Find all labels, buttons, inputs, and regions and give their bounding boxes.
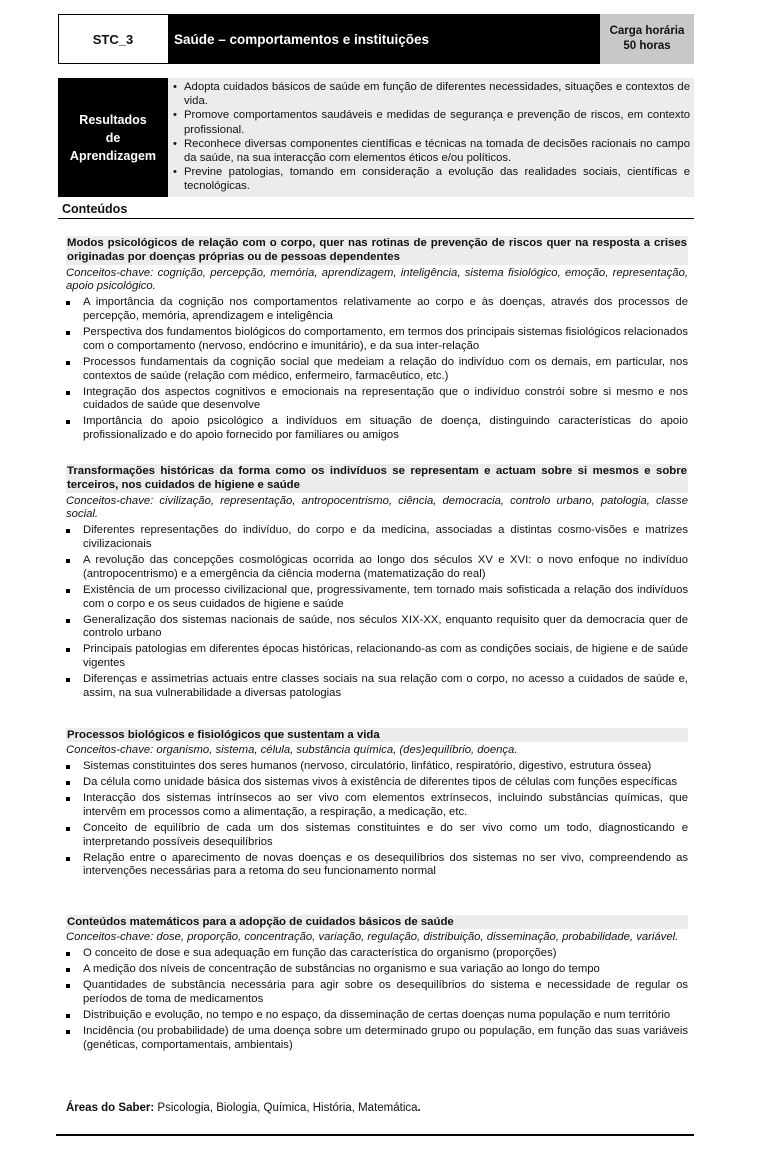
list-item: Interacção dos sistemas intrínsecos ao ser vivo com elementos extrínsecos, incluindo substâncias químicas, que intervêm em processos como a alimentação, a respiração, a medicação, etc. bbox=[66, 792, 688, 820]
module-title: Saúde – comportamentos e instituições bbox=[168, 14, 600, 64]
square-bullet-icon bbox=[66, 781, 70, 785]
section-list bbox=[66, 760, 688, 879]
square-bullet-icon bbox=[66, 857, 70, 861]
contents-heading: Conteúdos bbox=[62, 202, 128, 216]
workload-box bbox=[600, 14, 694, 64]
square-bullet-icon bbox=[66, 678, 70, 682]
content-section-2 bbox=[66, 464, 688, 704]
square-bullet-icon bbox=[66, 1014, 70, 1018]
list-item: Processos fundamentais da cognição social que medeiam a relação do indivíduo com os demais, em particular, nos contextos de saúde (relação com médico, enfermeiro, farmacêutico, etc.) bbox=[66, 356, 688, 384]
list-item: Sistemas constituintes dos seres humanos (nervoso, circulatório, linfático, respiratório, digestivo, estrutura óssea) bbox=[66, 760, 688, 774]
module-code: STC_3 bbox=[92, 31, 134, 47]
knowledge-areas-value: Psicologia, Biologia, Química, História, Matemática bbox=[154, 1102, 418, 1114]
list-item: A revolução das concepções cosmológicas ocorrida ao longo dos séculos XV e XVI: o novo enfoque no indivíduo (antropocentrismo) e a emergência da ciência moderna (matematização do real) bbox=[66, 554, 688, 582]
square-bullet-icon bbox=[66, 331, 70, 335]
list-item: A medição dos níveis de concentração de substâncias no organismo e sua variação ao longo do tempo bbox=[66, 963, 688, 977]
learning-outcomes-label bbox=[58, 78, 168, 197]
outcome-item: • Reconhece diversas componentes científicas e técnicas na tomada de decisões racionais no campo da saúde, na sua interacção com elementos éticos e/ou políticos. bbox=[172, 137, 690, 165]
section-keywords: Conceitos-chave: civilização, representação, antropocentrismo, ciência, democracia, controlo urbano, patologia, classe social. bbox=[66, 494, 688, 521]
list-item: Generalização dos sistemas nacionais de saúde, nos séculos XIX-XX, enquanto requisito quer da democracia quer de controlo urbano bbox=[66, 614, 688, 642]
knowledge-areas-label: Áreas do Saber: bbox=[66, 1102, 155, 1114]
section-title: Processos biológicos e fisiológicos que sustentam a vida bbox=[66, 728, 688, 742]
list-item: Incidência (ou probabilidade) de uma doença sobre um determinado grupo ou população, em função das suas variáveis (genéticas, comportamentais, ambientais) bbox=[66, 1025, 688, 1053]
square-bullet-icon bbox=[66, 984, 70, 988]
square-bullet-icon bbox=[66, 589, 70, 593]
label-line-3: Aprendizagem bbox=[69, 148, 157, 163]
content-section-3 bbox=[66, 728, 688, 881]
list-item: O conceito de dose e sua adequação em função das característica do organismo (proporções) bbox=[66, 947, 688, 961]
list-item: Integração dos aspectos cognitivos e emocionais na representação que o indivíduo constrói sobre si mesmo e nos cuidados de saúde que desenvolve bbox=[66, 386, 688, 414]
square-bullet-icon bbox=[66, 559, 70, 563]
section-keywords: Conceitos-chave: dose, proporção, concentração, variação, regulação, distribuição, disseminação, probabilidade, variável. bbox=[66, 931, 679, 944]
list-item: Relação entre o aparecimento de novas doenças e os desequilíbrios dos sistemas no ser vivo, compreendendo as intervenções necessárias para a retoma do seu funcionamento normal bbox=[66, 852, 688, 880]
list-item: Distribuição e evolução, no tempo e no espaço, da disseminação de certas doenças numa população e num território bbox=[66, 1009, 688, 1023]
list-item: Importância do apoio psicológico a indivíduos em situação de doença, distinguindo características do apoio profissionalizado e do apoio fornecido por familiares ou amigos bbox=[66, 415, 688, 443]
contents-divider bbox=[58, 218, 694, 219]
square-bullet-icon bbox=[66, 1030, 70, 1034]
square-bullet-icon bbox=[66, 968, 70, 972]
workload-value: 50 horas bbox=[623, 40, 671, 52]
square-bullet-icon bbox=[66, 952, 70, 956]
section-keywords: Conceitos-chave: cognição, percepção, memória, aprendizagem, inteligência, sistema fisiológico, emoção, representação, apoio psicológico. bbox=[66, 266, 688, 293]
square-bullet-icon bbox=[66, 619, 70, 623]
square-bullet-icon bbox=[66, 529, 70, 533]
learning-outcomes-list bbox=[172, 80, 690, 194]
section-list bbox=[66, 524, 688, 701]
knowledge-areas bbox=[66, 1102, 421, 1114]
content-section-4 bbox=[66, 915, 688, 1055]
square-bullet-icon bbox=[66, 827, 70, 831]
footer-divider bbox=[56, 1134, 694, 1136]
square-bullet-icon bbox=[66, 301, 70, 305]
label-line-2: de bbox=[105, 130, 121, 145]
list-item: Diferenças e assimetrias actuais entre classes sociais na sua relação com o corpo, no acesso a cuidados de saúde e, assim, na sua vulnerabilidade a diversas patologias bbox=[66, 673, 688, 701]
square-bullet-icon bbox=[66, 420, 70, 424]
list-item: Principais patologias em diferentes épocas históricas, relacionando-as com as condições sociais, de higiene e de saúde vigentes bbox=[66, 643, 688, 671]
square-bullet-icon bbox=[66, 648, 70, 652]
list-item: Conceito de equilíbrio de cada um dos sistemas constituintes e do ser vivo como um todo, diagnosticando e interpretando possíveis desequilíbrios bbox=[66, 822, 688, 850]
knowledge-areas-end: . bbox=[417, 1102, 421, 1114]
section-title: Conteúdos matemáticos para a adopção de cuidados básicos de saúde bbox=[66, 915, 688, 929]
list-item: Perspectiva dos fundamentos biológicos do comportamento, em termos dos principais sistemas fisiológicos relacionados com o comportamento (nervoso, endócrino e imunitário), e da sua inter-relação bbox=[66, 326, 688, 354]
list-item: Existência de um processo civilizacional que, progressivamente, tem tornado mais sofisticada a relação dos indivíduos com o corpo e os seus cuidados de higiene e saúde bbox=[66, 584, 688, 612]
square-bullet-icon bbox=[66, 797, 70, 801]
outcome-item: • Promove comportamentos saudáveis e medidas de segurança e prevenção de riscos, em contexto profissional. bbox=[172, 108, 690, 136]
section-keywords: Conceitos-chave: organismo, sistema, célula, substância química, (des)equilíbrio, doença. bbox=[66, 744, 518, 757]
outcome-item: • Previne patologias, tomando em consideração a evolução das realidades sociais, científicas e tecnológicas. bbox=[172, 165, 690, 193]
list-item: Quantidades de substância necessária para agir sobre os desequilíbrios do sistema e necessidade de regular os períodos de toma de medicamentos bbox=[66, 979, 688, 1007]
square-bullet-icon bbox=[66, 361, 70, 365]
section-list bbox=[66, 947, 688, 1052]
content-section-1 bbox=[66, 236, 688, 445]
label-line-1: Resultados bbox=[79, 112, 147, 127]
list-item: Diferentes representações do indivíduo, do corpo e da medicina, associadas a distintas cosmo-visões e matrizes civilizacionais bbox=[66, 524, 688, 552]
list-item: Da célula como unidade básica dos sistemas vivos à existência de diferentes tipos de células com funções específicas bbox=[66, 776, 688, 790]
workload-label: Carga horária bbox=[609, 25, 685, 37]
square-bullet-icon bbox=[66, 391, 70, 395]
list-item: A importância da cognição nos comportamentos relativamente ao corpo e às doenças, através dos processos de percepção, memória, aprendizagem e inteligência bbox=[66, 296, 688, 324]
section-title: Modos psicológicos de relação com o corpo, quer nas rotinas de prevenção de riscos quer na resposta a crises originadas por doenças próprias ou de pessoas dependentes bbox=[67, 237, 687, 264]
outcome-item: • Adopta cuidados básicos de saúde em função de diferentes necessidades, situações e contextos de vida. bbox=[172, 80, 690, 108]
square-bullet-icon bbox=[66, 765, 70, 769]
section-list bbox=[66, 296, 688, 443]
section-title: Transformações históricas da forma como os indivíduos se representam e actuam sobre si mesmos e sobre terceiros, nos cuidados de higiene e saúde bbox=[67, 465, 687, 492]
